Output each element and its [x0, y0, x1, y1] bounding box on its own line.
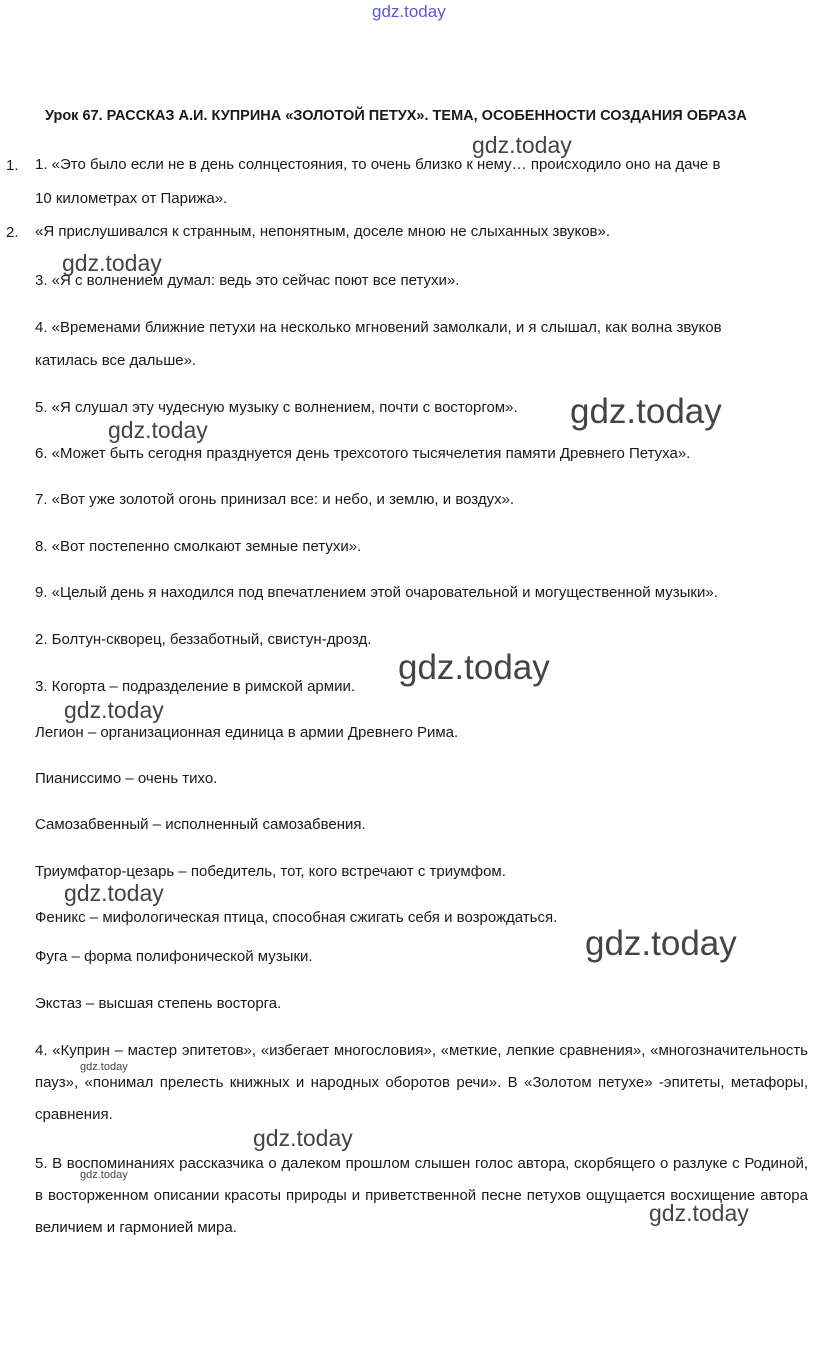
task1-item4-line1: 4. «Временами ближние петухи на несколько мгновений замолкали, и я слышал, как волна звуков	[35, 319, 722, 336]
watermark: gdz.today	[80, 1061, 128, 1073]
task1-item1-line2: 10 километрах от Парижа».	[35, 190, 228, 207]
task1-item6: 6. «Может быть сегодня празднуется день трехсотого тысячелетия памяти Древнего Петуха».	[35, 445, 691, 462]
task1-item1-line1: 1. «Это было если не в день солнцестояния, то очень близко к нему… происходило оно на даче в	[35, 156, 721, 173]
outer-list-number-2: 2.	[6, 224, 19, 241]
task3-definition: Пианиссимо – очень тихо.	[35, 770, 218, 787]
task3-definition: Фуга – форма полифонической музыки.	[35, 948, 313, 965]
watermark: gdz.today	[64, 880, 164, 906]
task4-paragraph: 4. «Куприн – мастер эпитетов», «избегает многословия», «меткие, лепкие сравнения», «многозначительность пауз», «понимал прелесть книжных и народных оборотов речи». В «Золотом петухе» -эпитеты, метафоры, сравнения.	[35, 1042, 808, 1123]
task1-item2: «Я прислушивался к странным, непонятным, доселе мною не слыханных звуков».	[35, 223, 611, 240]
watermark: gdz.today	[80, 1169, 128, 1181]
task3-definition: Триумфатор-цезарь – победитель, тот, кого встречают с триумфом.	[35, 863, 506, 880]
task3-definition: Экстаз – высшая степень восторга.	[35, 995, 282, 1012]
task3-definition: Легион – организационная единица в армии Древнего Рима.	[35, 724, 459, 741]
task5-paragraph: 5. В воспоминаниях рассказчика о далеком прошлом слышен голос автора, скорбящего о разлуке с Родиной, в восторженном описании красоты природы и приветственной песне петухов ощущается восхищение автора величием и гармонией мира.	[35, 1155, 808, 1236]
task1-item3: 3. «Я с волнением думал: ведь это сейчас поют все петухи».	[35, 272, 460, 289]
task3-intro: 3. Когорта – подразделение в римской армии.	[35, 678, 356, 695]
watermark: gdz.today	[472, 132, 572, 158]
outer-list-number-1: 1.	[6, 157, 19, 174]
watermark: gdz.today	[398, 648, 550, 687]
task1-item4-line2: катилась все дальше».	[35, 352, 197, 369]
task1-item5: 5. «Я слушал эту чудесную музыку с волнением, почти с восторгом».	[35, 399, 518, 416]
task1-item7: 7. «Вот уже золотой огонь принизал все: и небо, и землю, и воздух».	[35, 491, 515, 508]
watermark: gdz.today	[649, 1200, 749, 1226]
lesson-title: Урок 67. РАССКАЗ А.И. КУПРИНА «ЗОЛОТОЙ ПЕТУХ». ТЕМА, ОСОБЕННОСТИ СОЗДАНИЯ ОБРАЗА	[45, 108, 747, 124]
task3-definition: Самозабвенный – исполненный самозабвения.	[35, 816, 366, 833]
header-watermark: gdz.today	[372, 2, 446, 21]
task2-answer: 2. Болтун-скворец, беззаботный, свистун-дрозд.	[35, 631, 372, 648]
watermark: gdz.today	[108, 417, 208, 443]
watermark: gdz.today	[570, 392, 722, 431]
task1-item8: 8. «Вот постепенно смолкают земные петухи».	[35, 538, 362, 555]
watermark: gdz.today	[64, 697, 164, 723]
task1-item9: 9. «Целый день я находился под впечатлением этой очаровательной и могущественной музыки».	[35, 584, 718, 601]
task3-definition: Феникс – мифологическая птица, способная сжигать себя и возрождаться.	[35, 909, 558, 926]
watermark: gdz.today	[253, 1125, 353, 1151]
watermark: gdz.today	[585, 924, 737, 963]
watermark: gdz.today	[62, 250, 162, 276]
